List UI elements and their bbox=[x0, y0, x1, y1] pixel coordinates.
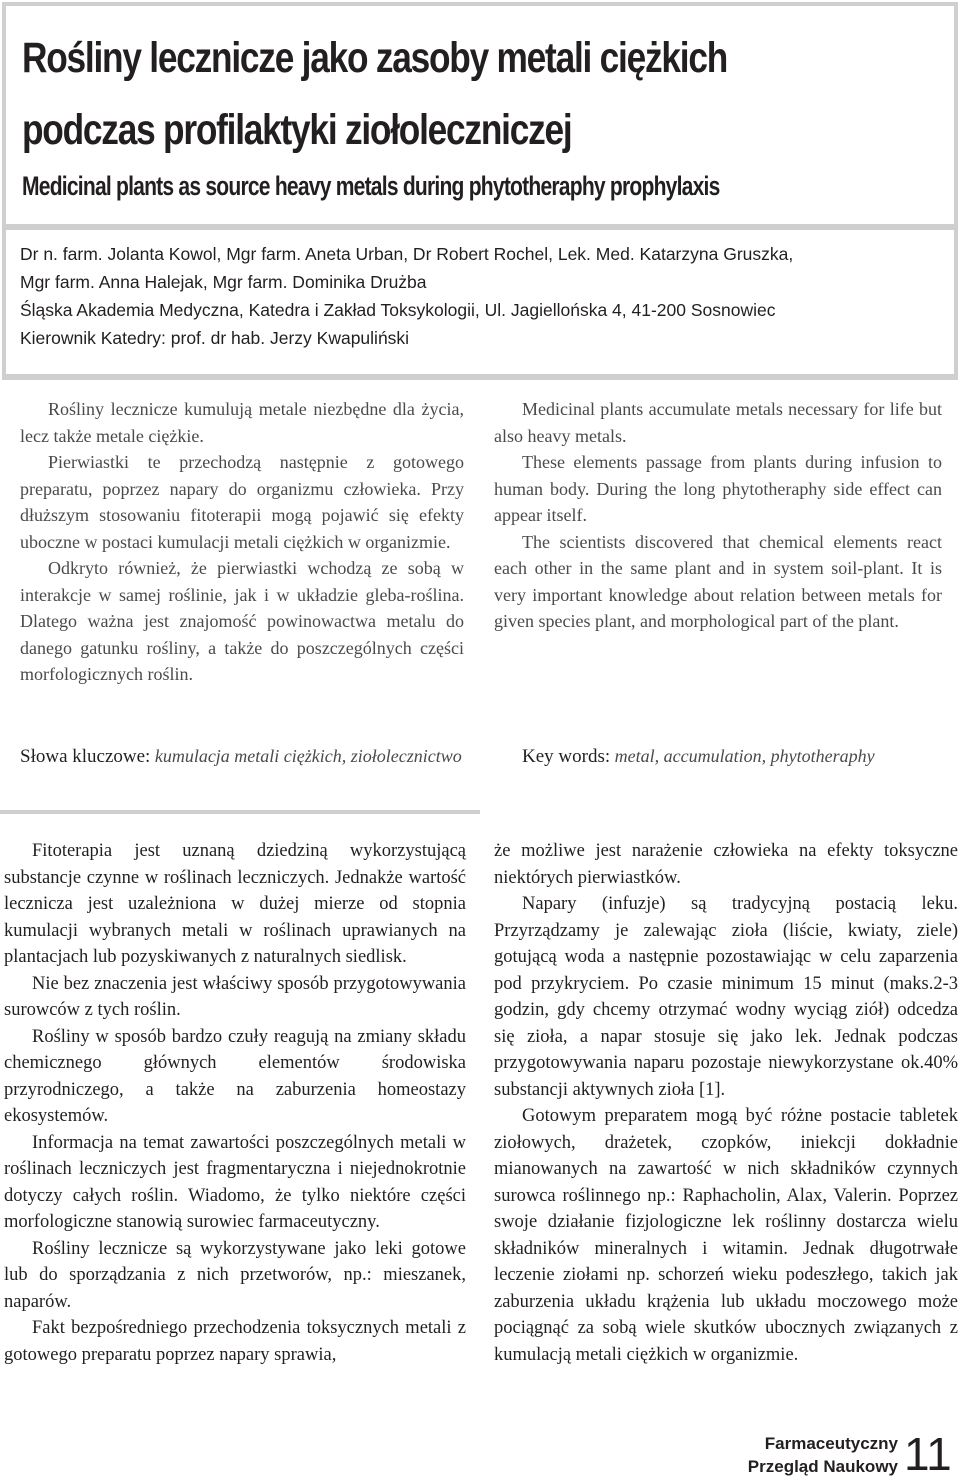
keywords-polish bbox=[20, 742, 464, 771]
keywords-pl-label: Słowa kluczowe: bbox=[20, 746, 151, 767]
abstract-en-paragraph: The scientists discovered that chemical elements react each other in the same plant and in system soil-plant. It is very important knowledge about relation between metals for given species plant, and morphological part of the plant. bbox=[494, 531, 942, 631]
body-paragraph: Napary (infuzje) są tradycyjną postacią leku. Przyrządzamy je zalewając zioła (liście, kwiaty, ziele) gotującą woda a następnie pozostawiając w celu zaparzenia pod przykryciem. Po czasie minimum 15 minut (maks.2-3 godzin, gdy chcemy otrzymać wodny wyciąg ziół) odcedza się zioła, a napar stosuje się jako lek. Jednak podczas przygotowywania naparu pozostaje niewykorzystane ok.40% substancji aktywnych zioła [1]. bbox=[494, 894, 958, 1100]
keywords-english bbox=[522, 742, 942, 771]
abstract-en-paragraph: These elements passage from plants during infusion to human body. During the long phytotheraphy side effect can appear itself. bbox=[494, 452, 942, 525]
journal-name-line-1: Farmaceutyczny bbox=[764, 1434, 898, 1453]
journal-name-line-2: Przegląd Naukowy bbox=[747, 1457, 898, 1476]
abstract-pl-paragraph: Pierwiastki te przechodzą następnie z gotowego preparatu, poprzez napary do organizmu człowieka. Przy dłuższym stosowaniu fitoterapii mogą pojawić się efekty uboczne w postaci kumulacji metali ciężkich w organizmie. bbox=[20, 452, 464, 552]
body-column-right bbox=[494, 838, 958, 1368]
keywords-en-label: Key words: bbox=[522, 746, 611, 767]
article-title bbox=[22, 22, 940, 166]
body-paragraph: Fitoterapia jest uznaną dziedziną wykorzystującą substancje czynne w roślinach leczniczych. Jednakże wartość lecznicza jest uzależniona w dużej mierze od stopnia kumulacji wybranych metali w roślinach uprawianych na plantacjach lub pozyskiwanych z naturalnych siedlisk. bbox=[4, 841, 466, 967]
section-divider bbox=[0, 810, 480, 814]
abstract-pl-paragraph: Rośliny lecznicze kumulują metale niezbędne dla życia, lecz także metale ciężkie. bbox=[20, 399, 464, 446]
authors-line-1: Dr n. farm. Jolanta Kowol, Mgr farm. Aneta Urban, Dr Robert Rochel, Lek. Med. Katarzyna Gruszka, bbox=[20, 244, 794, 264]
abstract-en-paragraph: Medicinal plants accumulate metals necessary for life but also heavy metals. bbox=[494, 399, 942, 446]
abstract-pl-paragraph: Odkryto również, że pierwiastki wchodzą ze sobą w interakcje w samej roślinie, jak i w układzie gleba-roślina. Dlatego ważna jest znajomość powinowactwa metalu do danego gatunku rośliny, a także do poszczególnych części morfologicznych roślin. bbox=[20, 558, 464, 684]
journal-name bbox=[700, 1432, 898, 1478]
body-paragraph: Fakt bezpośredniego przechodzenia toksycznych metali z gotowego preparatu poprzez napary sprawia, bbox=[4, 1318, 466, 1365]
authors-line-2: Mgr farm. Anna Halejak, Mgr farm. Dominika Drużba bbox=[20, 272, 427, 292]
head-of-department-line: Kierownik Katedry: prof. dr hab. Jerzy Kwapuliński bbox=[20, 328, 410, 348]
keywords-en-value: metal, accumulation, phytotheraphy bbox=[614, 746, 875, 766]
body-column-left bbox=[4, 838, 466, 1368]
page-number: 11 bbox=[904, 1428, 952, 1480]
article-subtitle: Medicinal plants as source heavy metals during phytotheraphy prophylaxis bbox=[22, 171, 720, 201]
body-paragraph: że możliwe jest narażenie człowieka na efekty toksyczne niektórych pierwiastków. bbox=[494, 841, 958, 888]
body-paragraph: Nie bez znaczenia jest właściwy sposób przygotowywania surowców z tych roślin. bbox=[4, 973, 466, 1020]
title-line-1: Rośliny lecznicze jako zasoby metali ciężkich bbox=[22, 34, 728, 82]
keywords-pl-value: kumulacja metali ciężkich, ziołolecznictwo bbox=[154, 746, 462, 766]
body-paragraph: Informacja na temat zawartości poszczególnych metali w roślinach leczniczych jest fragmentaryczna i niejednokrotnie dotyczy całych roślin. Wiadomo, że tylko niektóre części morfologiczne stanowią surowiec farmaceutyczny. bbox=[4, 1132, 466, 1232]
body-paragraph: Rośliny lecznicze są wykorzystywane jako leki gotowe lub do sporządzania z nich przetworów, np.: mieszanek, naparów. bbox=[4, 1238, 466, 1312]
title-line-2: podczas profilaktyki ziołoleczniczej bbox=[22, 106, 572, 154]
abstract-polish bbox=[20, 396, 464, 688]
authors-block bbox=[20, 240, 950, 352]
body-paragraph: Gotowym preparatem mogą być różne postacie tabletek ziołowych, drażetek, czopków, iniekcji dokładnie mianowanych na zawartość w nich składników czynnych surowca roślinnego np.: Raphacholin, Alax, Valerin. Poprzez swoje działanie fizjologiczne lek roślinny dostarcza wielu składników mineralnych i witamin. Jednak długotrwałe leczenie ziołami np. schorzeń wieku podeszłego, takich jak zaburzenia układu krążenia lub układu moczowego może pociągnąć za sobą wiele skutków ubocznych związanych z kumulacją metali ciężkich w organizmie. bbox=[494, 1106, 958, 1365]
affiliation-line: Śląska Akademia Medyczna, Katedra i Zakład Toksykologii, Ul. Jagiellońska 4, 41-200 Sosnowiec bbox=[20, 300, 776, 320]
body-paragraph: Rośliny w sposób bardzo czuły reagują na zmiany składu chemicznego głównych elementów środowiska przyrodniczego, a także na zaburzenia homeostazy ekosystemów. bbox=[4, 1026, 466, 1126]
abstract-english bbox=[494, 396, 942, 635]
